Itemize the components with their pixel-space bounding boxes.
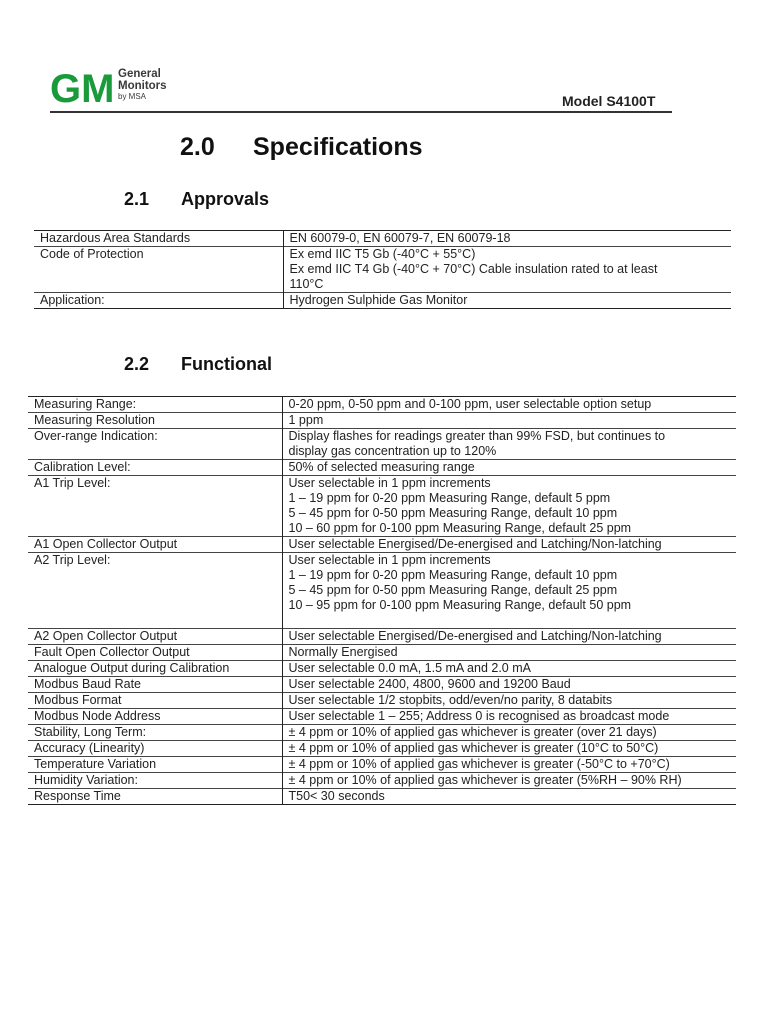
spec-value bbox=[282, 397, 736, 413]
spec-value-line: Display flashes for readings greater than 99% FSD, but continues to bbox=[288, 429, 666, 443]
spec-label: Calibration Level: bbox=[28, 460, 282, 476]
spec-value-line: ± 4 ppm or 10% of applied gas whichever is greater (5%RH – 90% RH) bbox=[288, 773, 682, 787]
spec-value bbox=[282, 629, 736, 645]
spec-label: Stability, Long Term: bbox=[28, 725, 282, 741]
spec-value-line: T50< 30 seconds bbox=[288, 789, 385, 803]
spec-value-line: 110°C bbox=[289, 277, 324, 291]
spec-value bbox=[282, 693, 736, 709]
spec-row bbox=[28, 725, 736, 741]
spec-row bbox=[34, 231, 731, 247]
spec-value-line: 50% of selected measuring range bbox=[288, 460, 475, 474]
spec-value-line: User selectable 2400, 4800, 9600 and 19200 Baud bbox=[288, 677, 571, 691]
spec-row bbox=[28, 677, 736, 693]
approvals-number: 2.1 bbox=[124, 189, 150, 209]
functional-table bbox=[28, 396, 736, 805]
spec-value-line: ± 4 ppm or 10% of applied gas whichever is greater (over 21 days) bbox=[288, 725, 657, 739]
company-logo bbox=[50, 64, 180, 110]
spec-label: Fault Open Collector Output bbox=[28, 645, 282, 661]
spec-label: A2 Open Collector Output bbox=[28, 629, 282, 645]
spec-value-line: Hydrogen Sulphide Gas Monitor bbox=[289, 293, 468, 307]
spec-row bbox=[28, 429, 736, 460]
spec-label: Modbus Format bbox=[28, 693, 282, 709]
spec-row bbox=[28, 537, 736, 553]
spec-row bbox=[28, 709, 736, 725]
spec-value-line: 5 – 45 ppm for 0-50 ppm Measuring Range, default 25 ppm bbox=[288, 583, 618, 597]
spec-value-line: ± 4 ppm or 10% of applied gas whichever is greater (10°C to 50°C) bbox=[288, 741, 659, 755]
spec-label: A1 Trip Level: bbox=[28, 476, 282, 537]
spec-label: Accuracy (Linearity) bbox=[28, 741, 282, 757]
spec-label: Measuring Resolution bbox=[28, 413, 282, 429]
spec-label: A1 Open Collector Output bbox=[28, 537, 282, 553]
spec-value-line: 1 – 19 ppm for 0-20 ppm Measuring Range, default 10 ppm bbox=[288, 568, 618, 582]
spec-label: Over-range Indication: bbox=[28, 429, 282, 460]
spec-value-line: User selectable in 1 ppm increments bbox=[288, 553, 491, 567]
spec-row bbox=[34, 293, 731, 309]
spec-label: Humidity Variation: bbox=[28, 773, 282, 789]
logo-line-3: by MSA bbox=[118, 92, 147, 101]
spec-label: Code of Protection bbox=[34, 247, 283, 293]
spec-label: Modbus Baud Rate bbox=[28, 677, 282, 693]
spec-label: Analogue Output during Calibration bbox=[28, 661, 282, 677]
spec-row bbox=[28, 629, 736, 645]
spec-row bbox=[28, 757, 736, 773]
spec-value bbox=[282, 553, 736, 629]
approvals-table bbox=[34, 230, 731, 309]
section-number: 2.0 bbox=[180, 133, 215, 161]
spec-label: Modbus Node Address bbox=[28, 709, 282, 725]
spec-value bbox=[282, 773, 736, 789]
spec-value bbox=[283, 247, 731, 293]
spec-value bbox=[282, 413, 736, 429]
model-name: Model S4100T bbox=[562, 93, 656, 109]
logo-line-1: General bbox=[118, 68, 161, 80]
spec-value-line: User selectable Energised/De-energised and Latching/Non-latching bbox=[288, 629, 662, 643]
spec-label: Temperature Variation bbox=[28, 757, 282, 773]
spec-value-line: User selectable 1/2 stopbits, odd/even/no parity, 8 databits bbox=[288, 693, 613, 707]
spec-value-line bbox=[289, 613, 731, 628]
spec-value-line: EN 60079-0, EN 60079-7, EN 60079-18 bbox=[289, 231, 511, 245]
spec-value bbox=[282, 741, 736, 757]
spec-label: A2 Trip Level: bbox=[28, 553, 282, 629]
spec-row bbox=[28, 773, 736, 789]
spec-row bbox=[28, 741, 736, 757]
spec-row bbox=[34, 247, 731, 293]
spec-value bbox=[283, 293, 731, 309]
approvals-title: Approvals bbox=[181, 189, 270, 209]
spec-value bbox=[282, 537, 736, 553]
logo-line-2: Monitors bbox=[118, 80, 167, 92]
spec-value-line: 0-20 ppm, 0-50 ppm and 0-100 ppm, user selectable option setup bbox=[288, 397, 652, 411]
spec-value-line: User selectable 0.0 mA, 1.5 mA and 2.0 mA bbox=[288, 661, 531, 675]
spec-row bbox=[28, 645, 736, 661]
spec-value-line: User selectable in 1 ppm increments bbox=[288, 476, 491, 490]
spec-value bbox=[282, 645, 736, 661]
functional-title: Functional bbox=[181, 354, 272, 374]
logo-letters: GM bbox=[50, 67, 115, 108]
spec-value-line: User selectable 1 – 255; Address 0 is recognised as broadcast mode bbox=[288, 709, 670, 723]
spec-value-line: Ex emd IIC T5 Gb (-40°C + 55°C) bbox=[289, 247, 476, 261]
spec-row bbox=[28, 553, 736, 629]
spec-row bbox=[28, 413, 736, 429]
spec-row bbox=[28, 661, 736, 677]
spec-value bbox=[282, 757, 736, 773]
spec-value-line: Normally Energised bbox=[288, 645, 398, 659]
spec-row bbox=[28, 789, 736, 805]
spec-row bbox=[28, 476, 736, 537]
header-rule bbox=[50, 111, 672, 113]
spec-label: Hazardous Area Standards bbox=[34, 231, 283, 247]
spec-row bbox=[28, 397, 736, 413]
spec-row bbox=[28, 460, 736, 476]
section-title: Specifications bbox=[253, 133, 423, 161]
spec-value-line: ± 4 ppm or 10% of applied gas whichever is greater (-50°C to +70°C) bbox=[288, 757, 670, 771]
spec-label: Measuring Range: bbox=[28, 397, 282, 413]
spec-value bbox=[282, 476, 736, 537]
spec-label: Response Time bbox=[28, 789, 282, 805]
gm-logo-icon bbox=[50, 66, 118, 108]
spec-value-line: 10 – 95 ppm for 0-100 ppm Measuring Range, default 50 ppm bbox=[288, 598, 632, 612]
spec-value bbox=[282, 789, 736, 805]
spec-value bbox=[282, 725, 736, 741]
spec-value bbox=[282, 460, 736, 476]
spec-value bbox=[282, 429, 736, 460]
functional-number: 2.2 bbox=[124, 354, 150, 374]
spec-value bbox=[283, 231, 731, 247]
spec-value-line: 1 – 19 ppm for 0-20 ppm Measuring Range, default 5 ppm bbox=[288, 491, 611, 505]
spec-value bbox=[282, 661, 736, 677]
spec-row bbox=[28, 693, 736, 709]
spec-value-line: 5 – 45 ppm for 0-50 ppm Measuring Range, default 10 ppm bbox=[288, 506, 618, 520]
spec-value-line: display gas concentration up to 120% bbox=[288, 444, 497, 458]
spec-value-line: 1 ppm bbox=[288, 413, 324, 427]
spec-value-line: User selectable Energised/De-energised and Latching/Non-latching bbox=[288, 537, 662, 551]
spec-value-line: 10 – 60 ppm for 0-100 ppm Measuring Range, default 25 ppm bbox=[288, 521, 632, 535]
spec-value-line: Ex emd IIC T4 Gb (-40°C + 70°C) Cable insulation rated to at least bbox=[289, 262, 658, 276]
logo-wordmark bbox=[118, 68, 167, 102]
spec-label: Application: bbox=[34, 293, 283, 309]
spec-value bbox=[282, 677, 736, 693]
spec-value bbox=[282, 709, 736, 725]
